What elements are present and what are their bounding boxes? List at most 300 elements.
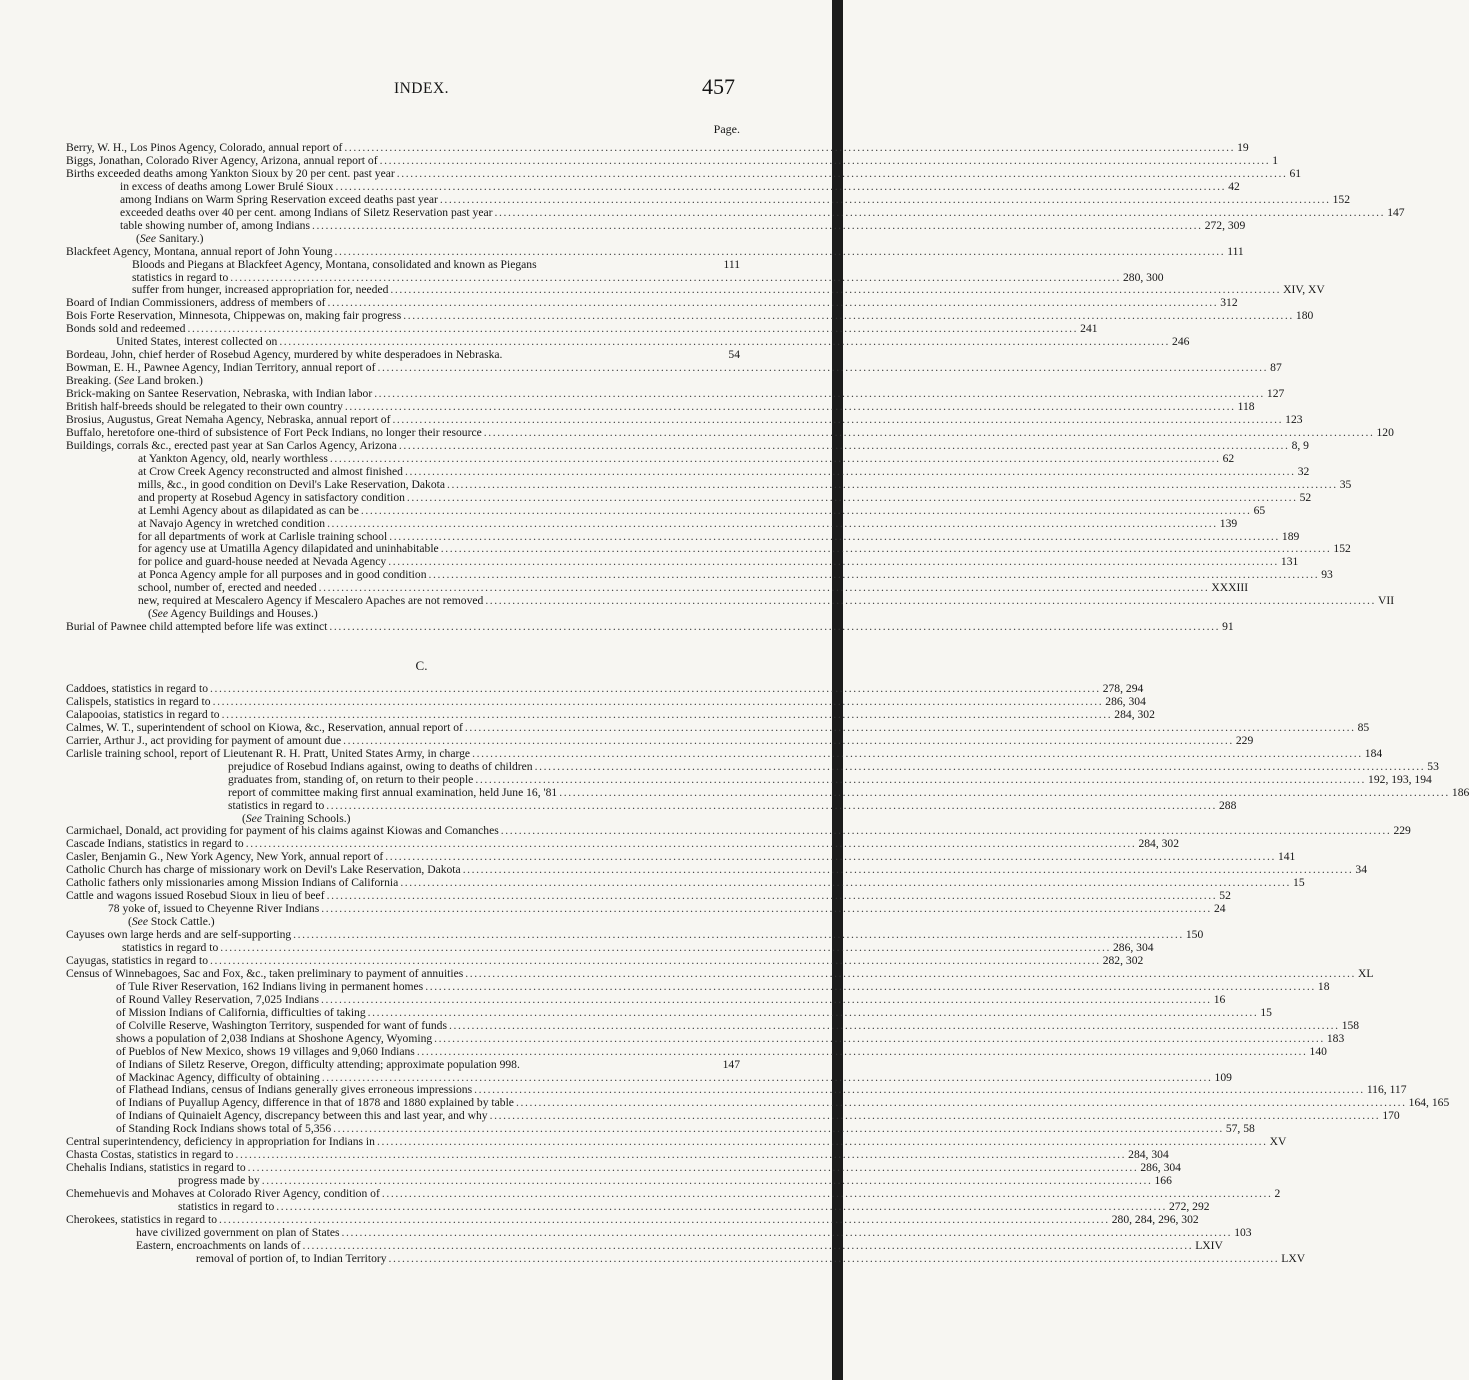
index-entry (138, 581, 1249, 595)
dot-leader (248, 1161, 1139, 1174)
index-entry (66, 953, 1144, 967)
index-entry (228, 785, 1469, 799)
entry-text-end: Sanitary.) (155, 231, 204, 245)
index-entry (120, 192, 1351, 206)
dot-leader (380, 154, 1271, 167)
index-entry (116, 335, 1190, 349)
dot-leader (210, 954, 1101, 967)
entry-text: Calmes, W. T., superintendent of school on Kiowa, &c., Reservation, annual report of (66, 720, 463, 734)
dot-leader (441, 542, 1332, 555)
entry-text: Bloods and Piegans at Blackfeet Agency, Montana, consolidated and known as Piegans (132, 257, 537, 271)
index-entry (138, 568, 1333, 582)
entry-page: 284, 302 (1114, 707, 1155, 721)
entry-text: statistics in regard to (178, 1200, 275, 1213)
entry-page: 246 (1172, 335, 1190, 349)
index-entry (116, 1058, 740, 1071)
entry-text: Chemehuevis and Mohaves at Colorado River Agency, condition of (66, 1187, 380, 1201)
entry-page: 111 (723, 257, 740, 271)
dot-leader (475, 773, 1366, 786)
dot-leader (425, 980, 1316, 993)
entry-text: Brosius, Augustus, Great Nemaha Agency, Nebraska, annual report of (66, 412, 391, 426)
entry-page: 229 (1393, 824, 1411, 838)
entry-page: 2 (1274, 1187, 1281, 1201)
dot-leader (220, 941, 1111, 954)
entry-page: 54 (728, 348, 740, 362)
dot-leader (389, 530, 1280, 543)
entry-text: Bordeau, John, chief herder of Rosebud Agency, murdered by white desperadoes in Nebraska. (66, 348, 503, 362)
dot-leader (361, 504, 1252, 517)
dot-leader (341, 1226, 1232, 1239)
index-entry (138, 516, 1238, 530)
index-entry (116, 1083, 1407, 1097)
entry-text: statistics in regard to (228, 798, 325, 812)
index-entry (66, 438, 1309, 452)
entry-text-start: ( (242, 811, 246, 825)
index-entry (136, 232, 740, 245)
dot-leader (494, 206, 1385, 219)
entry-page: 139 (1219, 516, 1238, 530)
dot-leader (447, 478, 1338, 491)
index-entry (66, 1135, 1287, 1149)
see-reference: See (118, 374, 135, 388)
entry-page: 284, 302 (1138, 837, 1180, 851)
entry-text: statistics in regard to (122, 941, 219, 954)
entry-page: 34 (1355, 863, 1367, 877)
index-entry (120, 179, 1240, 193)
entry-page: 131 (1280, 555, 1299, 569)
entry-page: 141 (1277, 850, 1296, 864)
index-entry (66, 412, 1303, 426)
entry-page: 158 (1341, 1018, 1360, 1032)
entry-text: Chehalis Indians, statistics in regard to (66, 1161, 246, 1175)
entry-text: Central superintendency, deficiency in appropriation for Indians in (66, 1135, 375, 1149)
dot-leader (235, 1148, 1126, 1161)
dot-leader (329, 620, 1220, 633)
entry-text: Calispels, statistics in regard to (66, 694, 211, 708)
index-entry (136, 1225, 1252, 1239)
entry-text: Biggs, Jonathan, Colorado River Agency, Arizona, annual report of (66, 153, 378, 167)
entry-text: Berry, W. H., Los Pinos Agency, Colorado, annual report of (66, 141, 343, 154)
entry-page: 18 (1317, 979, 1330, 993)
dot-leader (262, 1174, 1153, 1187)
entry-text: progress made by (178, 1174, 260, 1188)
entry-text: mills, &c., in good condition on Devil's Lake Reservation, Dakota (138, 477, 446, 491)
section-letter-c: C. (415, 658, 428, 673)
index-entry (66, 824, 1411, 838)
index-entry (66, 928, 1204, 942)
dot-leader (472, 747, 1363, 760)
entry-page: 111 (1227, 244, 1244, 258)
entry-text: of Standing Rock Indians shows total of 5,356 (116, 1122, 332, 1136)
entry-text: at Ponca Agency ample for all purposes and in good condition (138, 568, 427, 582)
dot-leader (377, 1135, 1268, 1148)
index-entry (178, 1174, 1172, 1188)
dot-leader (374, 387, 1265, 400)
entry-page: 166 (1154, 1174, 1172, 1188)
index-entry (66, 1148, 1169, 1162)
entry-page: 229 (1235, 733, 1254, 747)
entry-text: of Indians of Puyallup Agency, difference in that of 1878 and 1880 explained by table (116, 1096, 514, 1110)
entry-page: 186 (1451, 785, 1469, 799)
index-entry (66, 296, 1238, 310)
index-entry (66, 309, 1314, 323)
entry-text: Catholic fathers only missionaries among Mission Indians of California (66, 876, 399, 890)
entry-text: Caddoes, statistics in regard to (66, 682, 208, 695)
entry-text: Eastern, encroachments on lands of (136, 1238, 301, 1252)
dot-leader (330, 452, 1221, 465)
entry-text: Census of Winnebagoes, Sac and Fox, &c., taken preliminary to payment of annuities (66, 966, 464, 980)
index-entry (120, 205, 1405, 219)
entry-text: exceeded deaths over 40 per cent. among Indians of Siletz Reservation past year (120, 205, 493, 219)
entry-text-end: Land broken.) (134, 374, 203, 388)
entry-page: 24 (1213, 902, 1226, 916)
entry-text: for all departments of work at Carlisle training school (138, 529, 388, 543)
dot-leader (399, 439, 1290, 452)
entry-page: 65 (1253, 503, 1266, 517)
entry-text: Bois Forte Reservation, Minnesota, Chippewas on, making fair progress (66, 309, 402, 323)
dot-leader (429, 568, 1320, 581)
entry-page: 189 (1281, 529, 1300, 543)
dot-leader (321, 902, 1212, 915)
dot-leader (389, 1252, 1280, 1265)
entry-page: 272, 309 (1204, 218, 1246, 232)
entry-page: 183 (1326, 1031, 1345, 1045)
dot-leader (322, 1071, 1213, 1084)
entry-page: 109 (1214, 1070, 1232, 1084)
entry-text: of Colville Reserve, Washington Territory, suspended for want of funds (116, 1018, 447, 1032)
index-entry (66, 733, 1254, 747)
entry-page: 241 (1080, 322, 1098, 336)
entry-text (136, 232, 204, 245)
index-entry (138, 529, 1300, 543)
entry-page: 91 (1222, 620, 1234, 634)
entry-page: 87 (1270, 361, 1282, 375)
entry-page: 116, 117 (1366, 1083, 1407, 1097)
entry-text: among Indians on Warm Spring Reservation exceed deaths past year (120, 192, 438, 206)
page-title: INDEX. (393, 80, 450, 97)
entry-text: shows a population of 2,038 Indians at Shoshone Agency, Wyoming (116, 1031, 433, 1045)
dot-leader (417, 1045, 1308, 1058)
entry-page: LXIV (1195, 1238, 1223, 1252)
index-entry (66, 966, 1374, 980)
entry-page: 85 (1357, 720, 1370, 734)
entry-text: have civilized government on plan of States (136, 1225, 340, 1239)
see-reference: See (139, 231, 156, 245)
entry-page: XIV, XV (1283, 283, 1325, 297)
index-entry (116, 1070, 1232, 1084)
entry-text: Carmichael, Donald, act providing for payment of his claims against Kiowas and Comanches (66, 824, 499, 838)
dot-leader (407, 491, 1298, 504)
entry-text: Blackfeet Agency, Montana, annual report of John Young (66, 244, 333, 258)
entry-page: 118 (1237, 400, 1255, 413)
entry-text: for police and guard-house needed at Nevada Agency (138, 555, 387, 569)
index-entry (66, 425, 1394, 439)
index-entry (128, 915, 740, 928)
entry-page: LXV (1281, 1251, 1306, 1265)
entry-text: of Indians of Siletz Reserve, Oregon, difficulty attending; approximate population 998. (116, 1057, 520, 1071)
index-entry (66, 620, 1234, 634)
index-entry (108, 902, 1226, 916)
dot-leader (440, 193, 1331, 206)
entry-text: Carrier, Arthur J., act providing for payment of amount due (66, 733, 342, 747)
entry-page: 282, 302 (1102, 953, 1144, 967)
dot-leader (312, 219, 1203, 232)
entry-page: 16 (1213, 992, 1226, 1006)
dot-leader (390, 283, 1281, 296)
entry-page: 147 (722, 1057, 740, 1071)
index-entry (148, 607, 740, 620)
index-entry (132, 283, 1325, 297)
dot-leader (345, 400, 1236, 413)
entry-text: for agency use at Umatilla Agency dilapidated and uninhabitable (138, 542, 439, 556)
entry-text: at Crow Creek Agency reconstructed and almost finished (138, 464, 403, 478)
entry-text: of Mission Indians of California, difficulties of taking (116, 1005, 366, 1019)
index-entry (66, 707, 1155, 721)
entry-text-end: Stock Cattle.) (147, 915, 215, 929)
entry-page: 278, 294 (1102, 682, 1144, 695)
dot-leader (403, 309, 1294, 322)
entry-text: British half-breeds should be relegated to their own country (66, 400, 343, 413)
dot-leader (344, 141, 1235, 154)
page-column-label: Page. (713, 122, 740, 136)
entry-text: Carlisle training school, report of Lieutenant R. H. Pratt, United States Army, in charge (66, 746, 471, 760)
entry-text: prejudice of Rosebud Indians against, owing to deaths of children (228, 759, 533, 773)
index-entry (66, 348, 740, 361)
dot-leader (335, 180, 1226, 193)
index-entry (196, 1251, 1306, 1265)
dot-leader (392, 413, 1283, 426)
dot-leader (328, 296, 1219, 309)
dot-leader (335, 245, 1226, 258)
entry-page: 140 (1309, 1044, 1327, 1058)
index-entry (66, 682, 1144, 695)
index-entry (116, 1122, 1255, 1136)
entry-page: 150 (1185, 928, 1204, 942)
dot-leader (385, 850, 1276, 863)
entry-page: 52 (1219, 889, 1231, 903)
index-entry (138, 503, 1266, 517)
entry-page: 312 (1220, 296, 1238, 310)
index-entry (122, 941, 1154, 954)
entry-page: 152 (1333, 542, 1351, 556)
entry-text: new, required at Mescalero Agency if Mescalero Apaches are not removed (138, 594, 484, 608)
dot-leader (397, 167, 1288, 180)
entry-page: 103 (1234, 1225, 1252, 1239)
index-entry (228, 798, 1237, 812)
entry-text-end: Training Schools.) (261, 811, 351, 825)
index-entry (66, 361, 1282, 375)
entry-page: 15 (1260, 1005, 1272, 1019)
index-entry (228, 759, 1439, 773)
index-entry (136, 1238, 1223, 1252)
entry-page: XV (1269, 1135, 1287, 1149)
entry-page: 286, 304 (1112, 941, 1154, 954)
entry-text (242, 812, 351, 825)
entry-page: 152 (1332, 192, 1351, 206)
entry-page: 8, 9 (1291, 438, 1309, 452)
dot-leader (485, 594, 1376, 607)
entry-text: Births exceeded deaths among Yankton Sioux by 20 per cent. past year (66, 166, 395, 180)
dot-leader (405, 465, 1296, 478)
see-reference: See (245, 811, 262, 825)
index-entry (66, 400, 1255, 413)
entry-page: 123 (1285, 412, 1303, 426)
entry-text: of Tule River Reservation, 162 Indians living in permanent homes (116, 979, 424, 993)
dot-leader (516, 1096, 1407, 1109)
dot-leader (434, 1032, 1325, 1045)
index-entry (66, 1212, 1199, 1226)
index-entry (242, 812, 740, 825)
entry-text: Bonds sold and redeemed (66, 322, 186, 336)
entry-page: 42 (1228, 179, 1240, 193)
index-entry (116, 1005, 1272, 1019)
dot-leader (279, 335, 1170, 348)
index-entry (138, 542, 1351, 556)
entry-text: Cayuses own large herds and are self-supporting (66, 928, 292, 942)
index-entry (66, 850, 1296, 864)
index-entry (116, 1044, 1327, 1058)
index-entry (66, 141, 1249, 154)
dot-leader (210, 682, 1101, 695)
index-entry (116, 1096, 1450, 1110)
entry-page: 280, 300 (1122, 270, 1164, 284)
entry-text: Buffalo, heretofore one-third of subsistence of Fort Peck Indians, no longer their resource (66, 425, 482, 439)
entry-text: and property at Rosebud Agency in satisfactory condition (138, 490, 405, 504)
index-entry (132, 270, 1164, 284)
entry-page: 93 (1321, 568, 1333, 582)
dot-leader (327, 517, 1218, 530)
entry-text: of Mackinac Agency, difficulty of obtaining (116, 1070, 320, 1084)
entry-text: suffer from hunger, increased appropriation for, needed (132, 283, 389, 297)
entry-text: Board of Indian Commissioners, address of members of (66, 296, 326, 310)
index-entry (116, 979, 1330, 993)
index-entry (178, 1200, 1210, 1213)
index-entry (66, 153, 1279, 167)
dot-leader (559, 786, 1450, 799)
entry-text: at Yankton Agency, old, nearly worthless (138, 451, 328, 465)
index-entry (66, 889, 1231, 903)
entry-page: VII (1378, 594, 1395, 608)
index-entry (116, 992, 1226, 1006)
index-entry (66, 1187, 1281, 1201)
index-entry (66, 694, 1146, 708)
entry-text: at Navajo Agency in wretched condition (138, 516, 326, 530)
entry-page: 32 (1297, 464, 1310, 478)
index-entry (66, 837, 1180, 851)
entry-page: 52 (1299, 490, 1312, 504)
index-entry (138, 490, 1312, 504)
index-entry (138, 451, 1235, 465)
dot-leader (388, 555, 1279, 568)
entry-page: 288 (1218, 798, 1237, 812)
index-entry (116, 1109, 1400, 1123)
entry-text: Cherokees, statistics in regard to (66, 1212, 218, 1226)
entry-text: in excess of deaths among Lower Brulé Sioux (120, 179, 334, 193)
dot-leader (327, 889, 1218, 902)
dot-leader (490, 1109, 1381, 1122)
index-entry (138, 594, 1395, 608)
entry-page: 286, 304 (1140, 1161, 1181, 1175)
index-entry (66, 876, 1305, 890)
entry-text: Calapooias, statistics in regard to (66, 707, 220, 721)
dot-leader (213, 695, 1104, 708)
entry-text: Cayugas, statistics in regard to (66, 953, 208, 967)
dot-leader (463, 863, 1354, 876)
entry-text-start: ( (128, 915, 132, 929)
entry-page: 286, 304 (1105, 694, 1146, 708)
entry-page: 61 (1289, 166, 1302, 180)
dot-leader (319, 581, 1210, 594)
page-number: 457 (702, 74, 735, 99)
entry-page: 170 (1382, 1109, 1400, 1123)
entry-text: school, number of, erected and needed (138, 581, 317, 595)
dot-leader (535, 760, 1426, 773)
index-entry (66, 166, 1302, 180)
entry-page: 1 (1272, 153, 1279, 167)
index-entry (66, 387, 1285, 401)
index-entry (116, 1031, 1345, 1045)
dot-leader (449, 1019, 1340, 1032)
entry-text: table showing number of, among Indians (120, 218, 310, 232)
entry-text-start: ( (148, 607, 152, 621)
entry-page: 53 (1427, 759, 1439, 773)
dot-leader (377, 361, 1268, 374)
entry-page: 19 (1237, 141, 1249, 154)
entry-text: graduates from, standing of, on return to their people (228, 772, 474, 786)
entry-text: Cascade Indians, statistics in regard to (66, 837, 244, 851)
index-entry (138, 555, 1299, 569)
entry-text: Bowman, E. H., Pawnee Agency, Indian Territory, annual report of (66, 361, 376, 375)
entry-text-end: Agency Buildings and Houses.) (167, 607, 318, 621)
entry-text: Catholic Church has charge of missionary work on Devil's Lake Reservation, Dakota (66, 863, 461, 877)
index-entry (66, 322, 1098, 336)
index-entry (138, 464, 1310, 478)
dot-leader (293, 928, 1184, 941)
entry-text (148, 607, 318, 620)
entry-page: 284, 304 (1128, 1148, 1169, 1162)
entry-page: 127 (1266, 387, 1285, 401)
dot-leader (368, 1006, 1259, 1019)
dot-leader (219, 1213, 1110, 1226)
entry-text: of Flathead Indians, census of Indians generally gives erroneous impressions (116, 1083, 473, 1097)
entry-text: Cattle and wagons issued Rosebud Sioux in lieu of beef (66, 889, 325, 903)
index-entry (138, 477, 1352, 491)
dot-leader (465, 967, 1356, 980)
entry-page: 180 (1295, 309, 1314, 323)
entry-text-start: ( (136, 231, 140, 245)
entry-text: Buildings, corrals &c., erected past year at San Carlos Agency, Arizona (66, 438, 397, 452)
dot-leader (333, 1122, 1224, 1135)
dot-leader (303, 1239, 1194, 1252)
dot-leader (276, 1200, 1167, 1213)
index-entry (66, 1161, 1181, 1175)
see-reference: See (131, 915, 148, 929)
entry-page: 120 (1376, 425, 1394, 439)
entry-text-start: Breaking. ( (66, 374, 119, 388)
dot-leader (465, 721, 1356, 734)
entry-text (66, 374, 203, 387)
dot-leader (400, 876, 1291, 889)
index-entry (228, 772, 1432, 786)
dot-leader (246, 837, 1137, 850)
entry-page: 280, 284, 296, 302 (1111, 1212, 1199, 1226)
dot-leader (222, 708, 1113, 721)
entry-page: 15 (1293, 876, 1305, 890)
index-entry (66, 244, 1244, 258)
dot-leader (501, 824, 1392, 837)
entry-page: 35 (1339, 477, 1352, 491)
entry-text (128, 915, 215, 928)
